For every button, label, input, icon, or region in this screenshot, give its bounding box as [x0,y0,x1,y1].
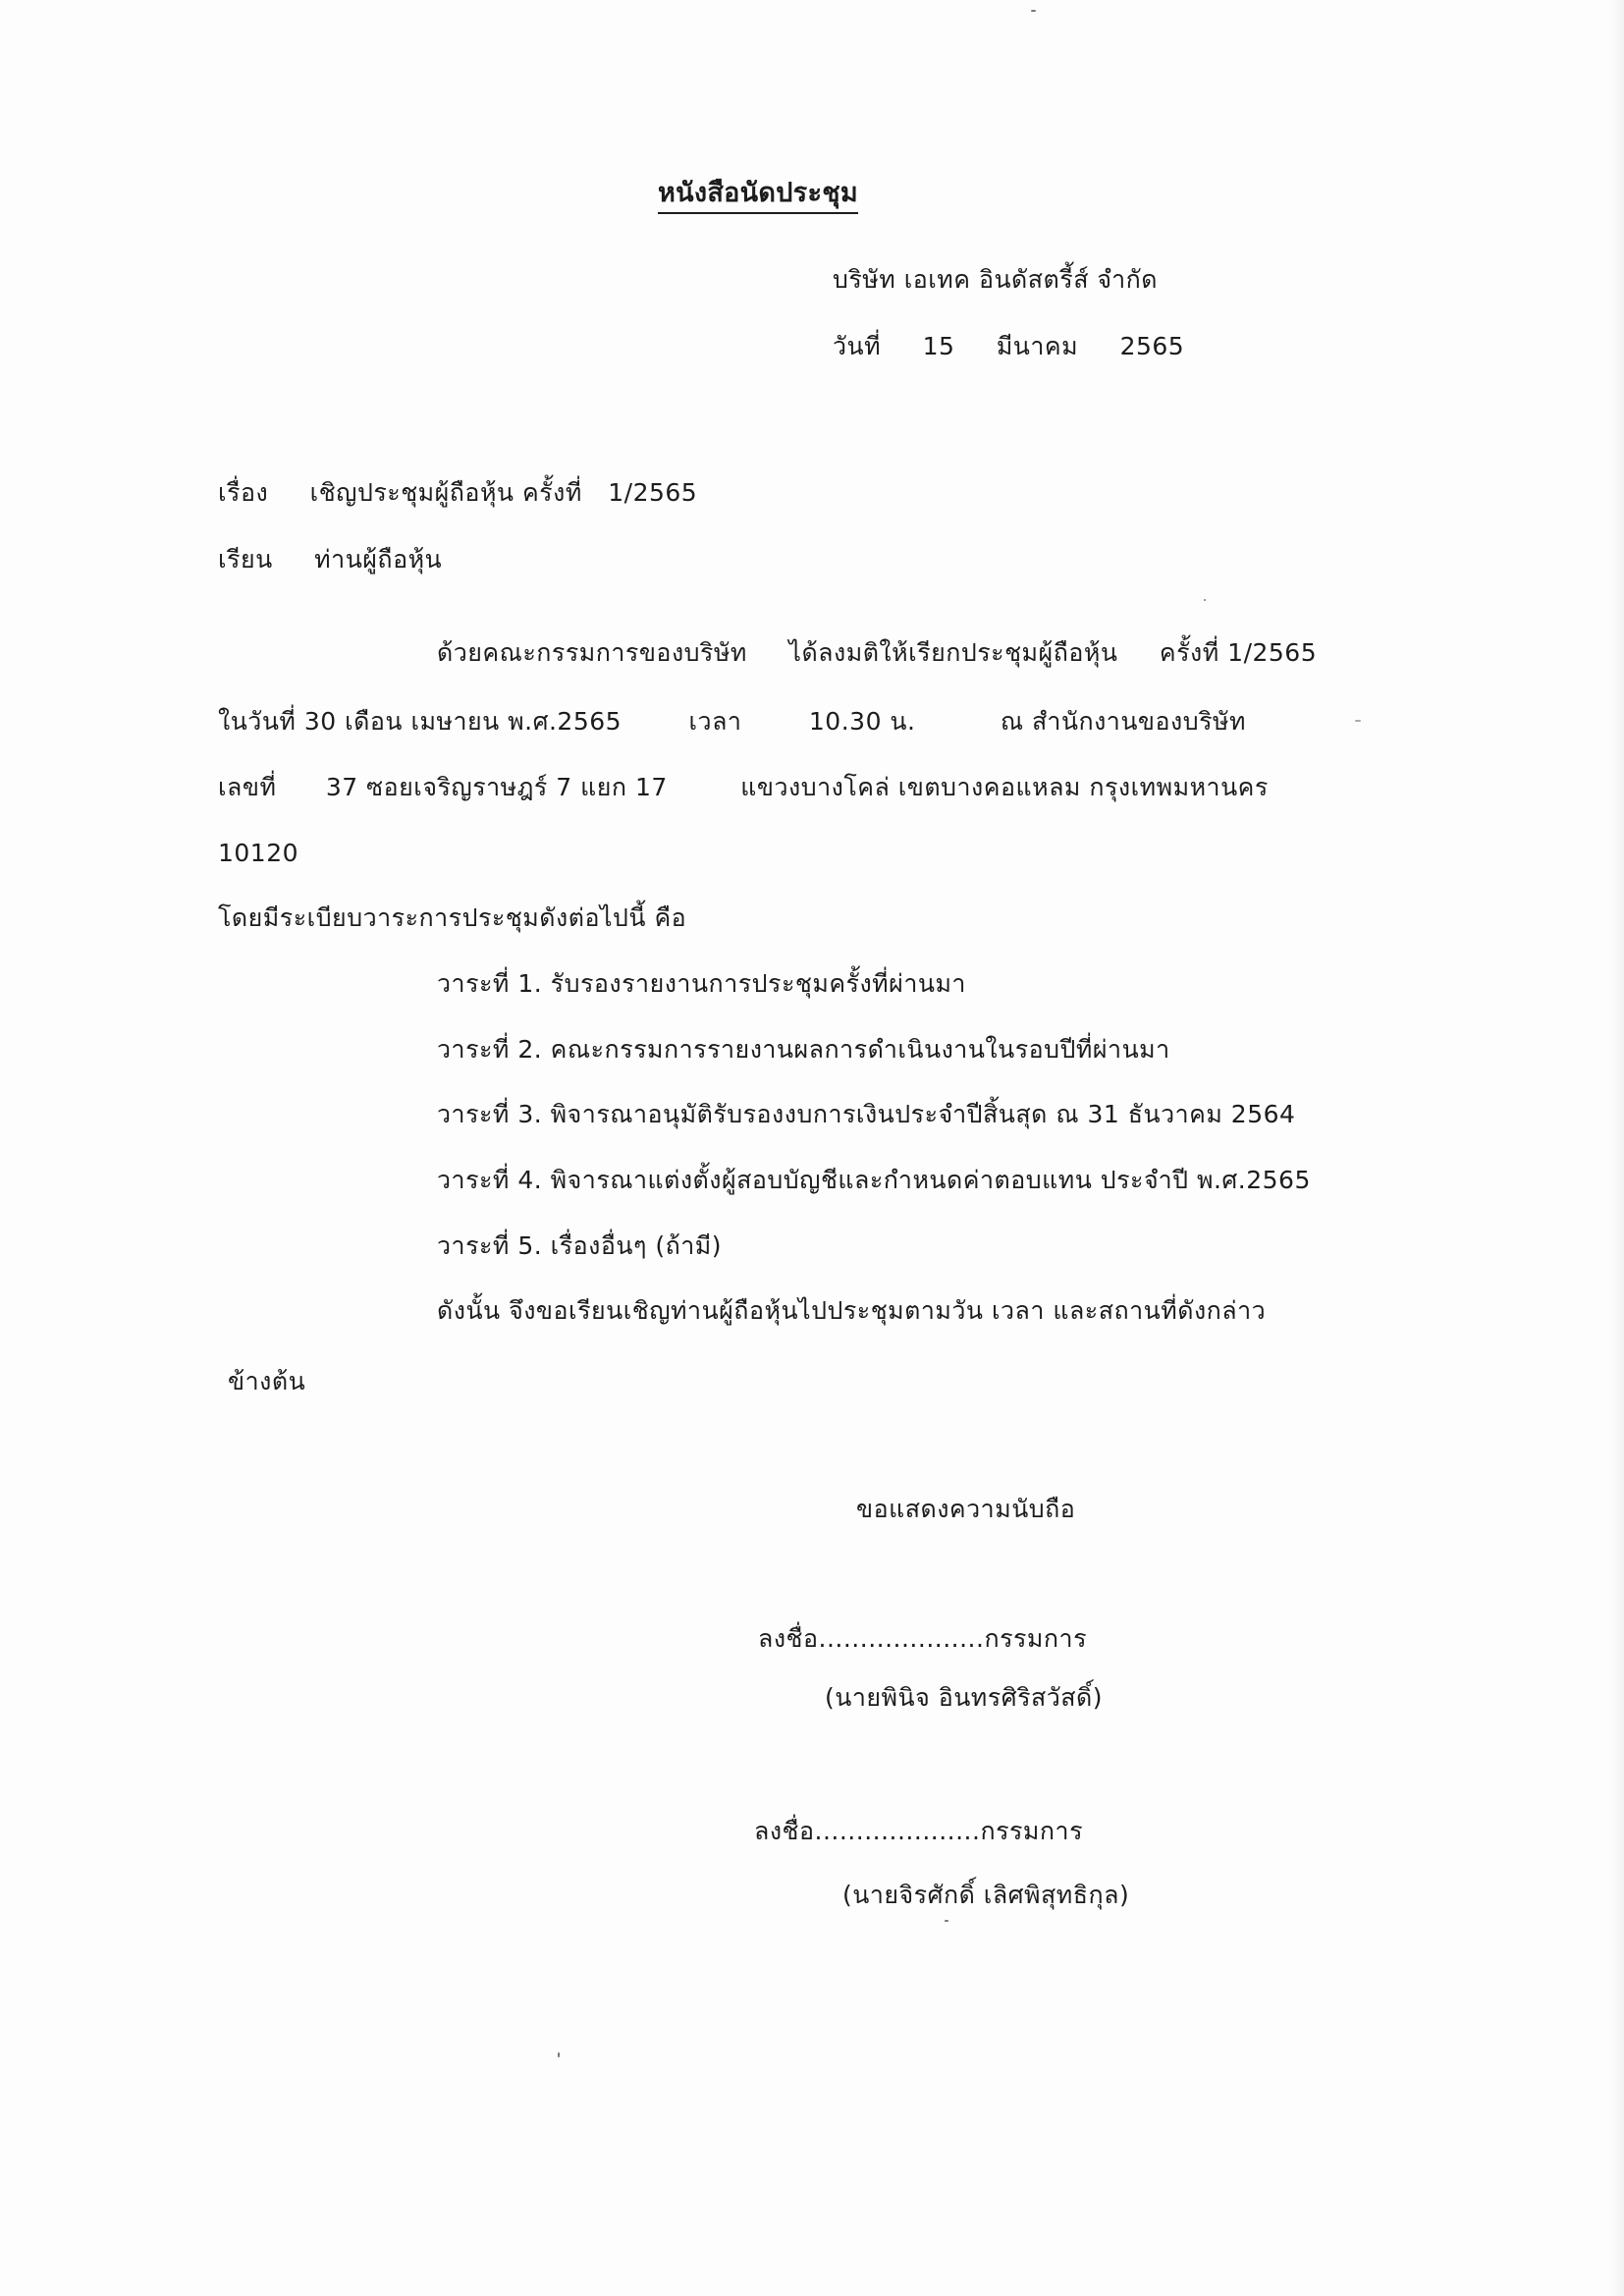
page-edge-shadow [1610,0,1624,2296]
document-title: หนังสือนัดประชุม [658,177,858,214]
closing-line-1: ดังนั้น จึงขอเรียนเชิญท่านผู้ถือหุ้นไปประชุมตามวัน เวลา และสถานที่ดังกล่าว [437,1296,1267,1325]
body-line-3c: แขวงบางโคล่ เขตบางคอแหลม กรุงเทพมหานคร [740,773,1269,801]
agenda-item: วาระที่ 2. คณะกรรมการรายงานผลการดำเนินงานในรอบปีที่ผ่านมา [437,1035,1170,1064]
scan-speck [1355,720,1361,722]
signature-line: ลงชื่อ....................กรรมการ [754,1817,1084,1845]
signatory-name: (นายจิรศักดิ์ เลิศพิสุทธิกุล) [842,1881,1130,1909]
body-line-2c: 10.30 น. [808,707,916,736]
signatory-name: (นายพินิจ อินทรศิริสวัสดิ์) [825,1683,1104,1712]
date-year: 2565 [1119,332,1185,360]
scan-speck [558,2052,560,2057]
agenda-intro: โดยมีระเบียบวาระการประชุมดังต่อไปนี้ คือ [218,903,687,932]
body-line-1c: ครั้งที่ 1/2565 [1159,638,1318,667]
postal-code: 10120 [218,839,299,867]
body-line-2d: ณ สำนักงานของบริษัท [1000,707,1246,736]
body-line-1 [437,636,1317,670]
body-line-2a: ในวันที่ 30 เดือน เมษายน พ.ศ.2565 [218,707,623,736]
date-day: 15 [922,332,955,360]
body-line-2b: เวลา [688,707,742,736]
body-line-1a: ด้วยคณะกรรมการของบริษัท [437,638,747,667]
company-name: บริษัท เอเทค อินดัสตรี้ส์ จำกัด [833,265,1158,294]
subject-number: 1/2565 [608,478,698,507]
regards: ขอแสดงความนับถือ [856,1495,1076,1523]
body-line-3a: เลขที่ [218,773,277,801]
agenda-item: วาระที่ 3. พิจารณาอนุมัติรับรองงบการเงินประจำปีสิ้นสุด ณ 31 ธันวาคม 2564 [437,1100,1296,1128]
subject-text: เชิญประชุมผู้ถือหุ้น ครั้งที่ [309,478,582,507]
signature-line: ลงชื่อ....................กรรมการ [758,1624,1088,1653]
agenda-item: วาระที่ 4. พิจารณาแต่งตั้งผู้สอบบัญชีและกำหนดค่าตอบแทน ประจำปี พ.ศ.2565 [437,1166,1311,1194]
salutation-text: ท่านผู้ถือหุ้น [314,545,443,574]
body-line-3b: 37 ซอยเจริญราษฎร์ 7 แยก 17 [325,773,668,801]
body-line-2 [218,705,1246,738]
agenda-item: วาระที่ 1. รับรองรายงานการประชุมครั้งที่ผ่านมา [437,969,966,998]
scan-speck [945,1920,948,1922]
subject-label: เรื่อง [218,478,269,507]
letter-date [833,330,1184,363]
scan-speck [1031,10,1036,12]
body-line-1b: ได้ลงมติให้เรียกประชุมผู้ถือหุ้น [788,638,1118,667]
agenda-item: วาระที่ 5. เรื่องอื่นๆ (ถ้ามี) [437,1231,722,1260]
subject-line [218,476,697,510]
date-month: มีนาคม [996,332,1079,360]
salutation-label: เรียน [218,545,273,574]
salutation-line [218,543,442,576]
body-line-3 [218,771,1269,804]
closing-line-2: ข้างต้น [228,1367,306,1395]
date-label: วันที่ [833,332,882,360]
scan-speck [1204,599,1206,601]
